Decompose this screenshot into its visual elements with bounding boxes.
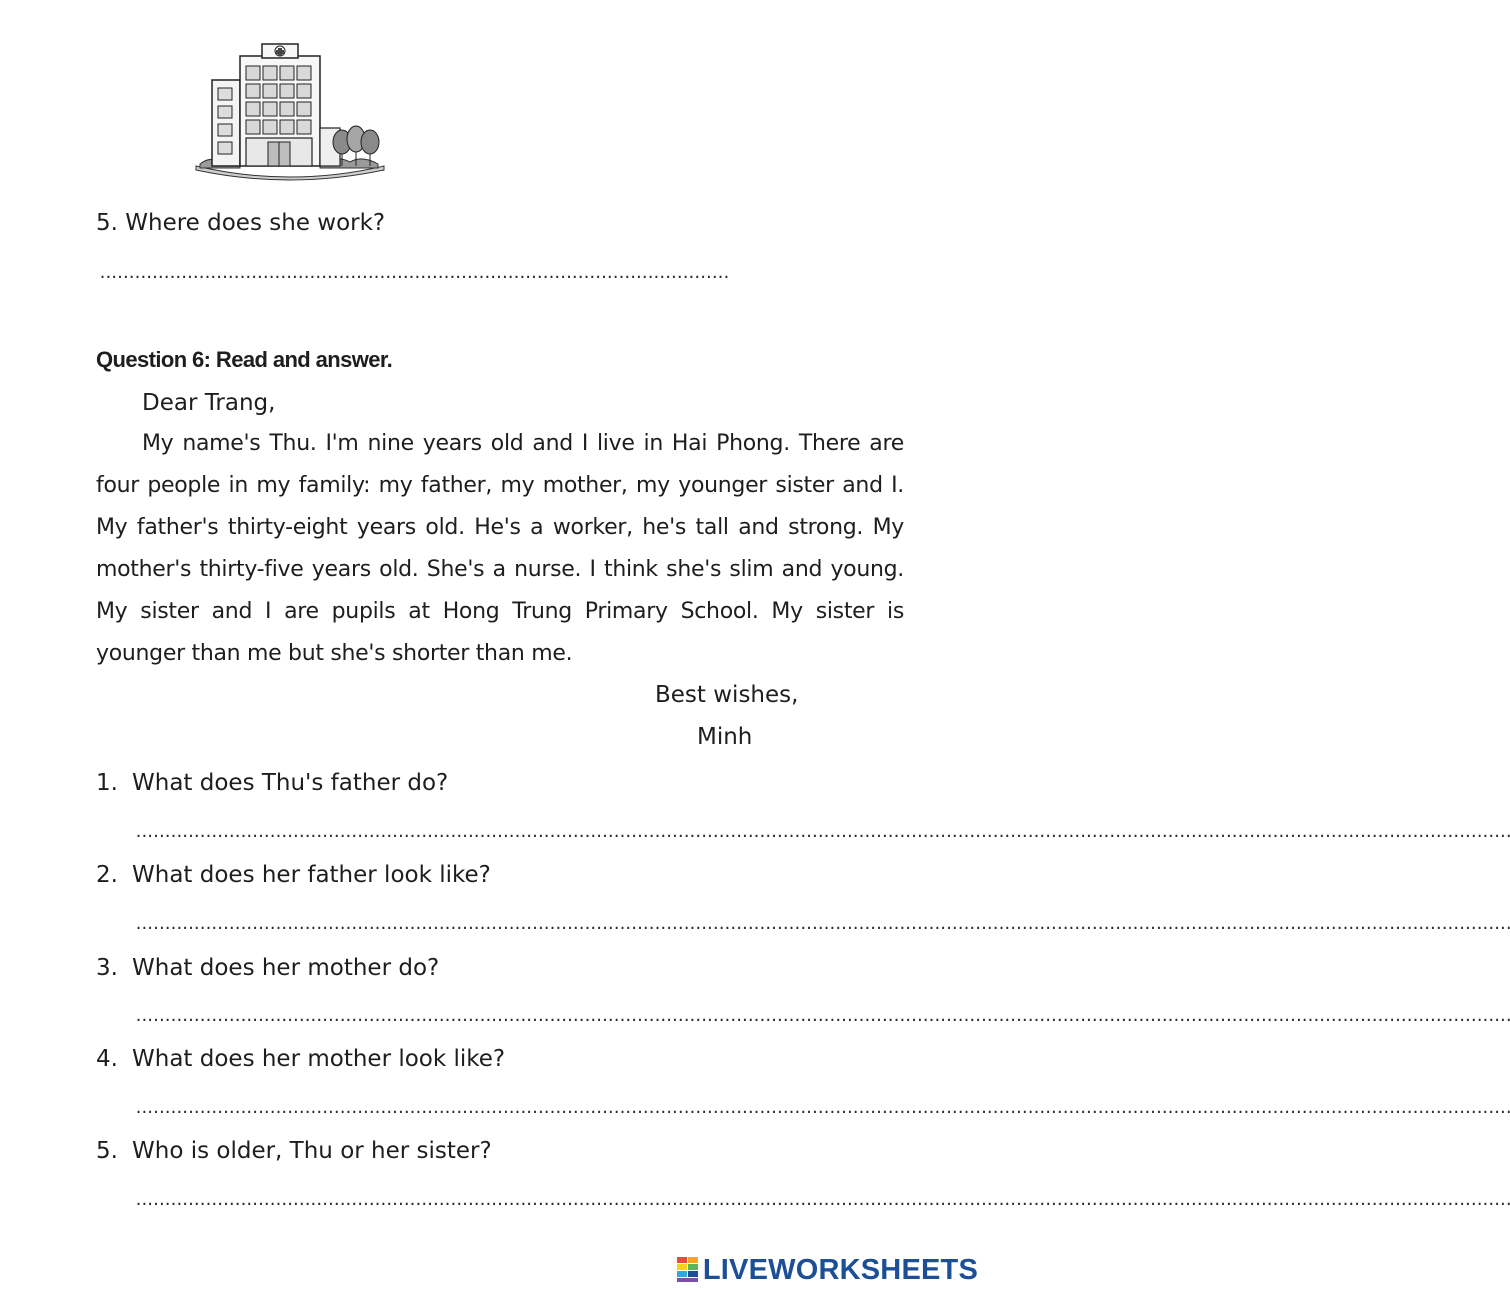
question-number: 5. xyxy=(96,1138,118,1164)
question-number: 1. xyxy=(96,770,118,796)
question-item xyxy=(96,768,448,798)
previous-question-5: 5. Where does she work? xyxy=(96,210,386,236)
letter-closing: Best wishes, xyxy=(655,682,799,708)
hospital-building-icon xyxy=(190,38,390,188)
letter-greeting: Dear Trang, xyxy=(142,390,276,416)
answer-line-previous-5[interactable]: ............................................................................................................ xyxy=(98,264,728,282)
liveworksheets-brand xyxy=(677,1253,978,1287)
question-item xyxy=(96,1044,505,1074)
answer-line-2[interactable]: ............................................................................................................................................................................................................................................ xyxy=(134,915,1510,933)
answer-line-1[interactable]: ............................................................................................................................................................................................................................................ xyxy=(134,823,1510,841)
question-number: 3. xyxy=(96,955,118,981)
question-text: What does Thu's father do? xyxy=(132,770,449,796)
question-text: Who is older, Thu or her sister? xyxy=(132,1138,492,1164)
question-item xyxy=(96,953,439,983)
question-number: 4. xyxy=(96,1046,118,1072)
answer-line-4[interactable]: ............................................................................................................................................................................................................................................ xyxy=(134,1099,1510,1117)
question-6-heading: Question 6: Read and answer. xyxy=(96,347,393,372)
question-text: What does her mother look like? xyxy=(132,1046,506,1072)
question-number: 2. xyxy=(96,862,118,888)
answer-line-3[interactable]: ............................................................................................................................................................................................................................................ xyxy=(134,1007,1510,1025)
question-item xyxy=(96,860,491,890)
letter-signature: Minh xyxy=(697,724,753,750)
liveworksheets-logo-icon xyxy=(677,1257,699,1283)
question-text: What does her mother do? xyxy=(132,955,440,981)
hospital-illustration xyxy=(190,38,390,188)
question-item xyxy=(96,1136,492,1166)
question-text: What does her father look like? xyxy=(132,862,491,888)
answer-line-5[interactable]: ............................................................................................................................................................................................................................................ xyxy=(134,1191,1510,1209)
letter-body: My name's Thu. I'm nine years old and I live in Hai Phong. There are four people in my family: my father, my mother, my younger sister and I. My father's thirty-eight years old. He's a worker, he's tall and strong. My mother's thirty-five years old. She's a nurse. I think she's slim and young. My sister and I are pupils at Hong Trung Primary School. My sister is younger than me but she's shorter than me. xyxy=(96,431,904,666)
brand-text: LIVEWORKSHEETS xyxy=(702,1254,978,1286)
